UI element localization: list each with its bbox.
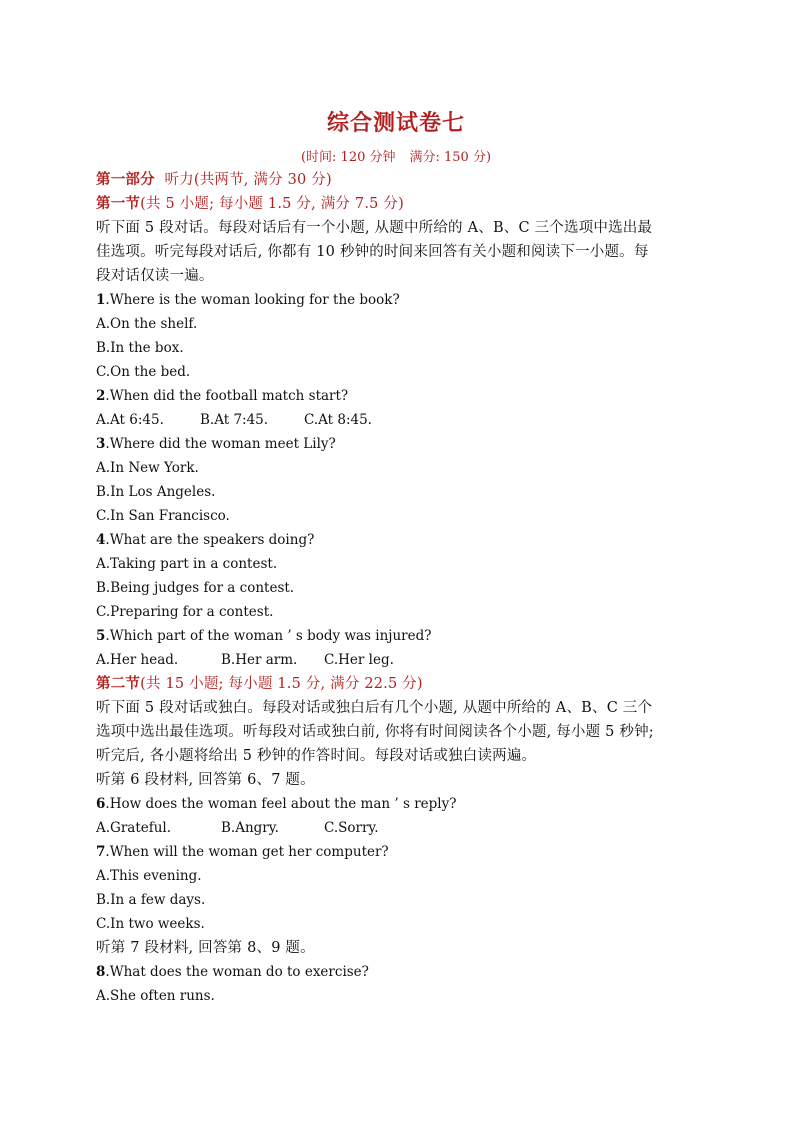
question-5 [96, 624, 696, 648]
option: B.Being judges for a contest. [96, 580, 295, 596]
section2-instruction-line: 选项中选出最佳选项。听每段对话或独白前, 你将有时间阅读各个小题, 每小题 5 秒钟; [96, 724, 654, 740]
section1-heading [96, 192, 696, 216]
exam-subtitle [96, 146, 696, 165]
question-4 [96, 528, 696, 552]
question-6 [96, 792, 696, 816]
part1-label: 第一部分 [96, 171, 155, 188]
question-number: 3 [96, 436, 106, 452]
question-2 [96, 384, 696, 408]
section1-instruction-line: 听下面 5 段对话。每段对话后有一个小题, 从题中所给的 A、B、C 三个选项中选出最 [96, 220, 653, 236]
question-text: .How does the woman feel about the man ’ s reply? [105, 796, 457, 812]
part1-text: 听力(共两节, 满分 30 分) [164, 172, 332, 188]
section2-instruction-line: 听下面 5 段对话或独白。每段对话或独白后有几个小题, 从题中所给的 A、B、C 三个 [96, 700, 653, 716]
material-note: 听第 7 段材料, 回答第 8、9 题。 [96, 940, 315, 956]
question-text: .When did the football match start? [105, 388, 349, 404]
question-number: 4 [96, 532, 106, 548]
option: A.This evening. [96, 868, 202, 884]
options-row [96, 408, 696, 432]
full-score: 满分: 150 分) [409, 150, 492, 165]
section1-info: (共 5 小题; 每小题 1.5 分, 满分 7.5 分) [140, 196, 404, 212]
option: C.In two weeks. [96, 916, 205, 932]
question-number: 7 [96, 844, 106, 860]
option: C.Her leg. [324, 652, 394, 668]
option: C.At 8:45. [304, 412, 372, 428]
option: A.Grateful. [96, 820, 172, 836]
option: A.She often runs. [96, 988, 215, 1004]
options-row [96, 648, 696, 672]
section2-heading [96, 672, 696, 696]
exam-title: 综合测试卷七 [326, 110, 465, 136]
option: C.Sorry. [324, 820, 379, 836]
question-text: .What are the speakers doing? [105, 532, 315, 548]
option: A.Taking part in a contest. [96, 556, 278, 572]
option: A.In New York. [96, 460, 199, 476]
question-text: .When will the woman get her computer? [105, 844, 389, 860]
part1-heading [96, 168, 696, 192]
question-1 [96, 288, 696, 312]
option: A.At 6:45. [96, 412, 164, 428]
options-row [96, 816, 696, 840]
section2-info: (共 15 小题; 每小题 1.5 分, 满分 22.5 分) [140, 676, 423, 692]
material-note: 听第 6 段材料, 回答第 6、7 题。 [96, 772, 315, 788]
option: B.Angry. [221, 820, 279, 836]
question-text: .Where is the woman looking for the book? [105, 292, 400, 308]
option: B.In the box. [96, 340, 184, 356]
section2-instruction-line: 听完后, 各小题将给出 5 秒钟的作答时间。每段对话或独白读两遍。 [96, 748, 537, 764]
section1-label: 第一节 [96, 195, 141, 212]
option: B.At 7:45. [200, 412, 269, 428]
option: C.On the bed. [96, 364, 191, 380]
time-limit: (时间: 120 分钟 [300, 150, 396, 165]
exam-body [96, 168, 696, 1008]
option: A.On the shelf. [96, 316, 198, 332]
question-text: .Where did the woman meet Lily? [105, 436, 336, 452]
question-number: 6 [96, 796, 106, 812]
question-number: 2 [96, 388, 106, 404]
question-number: 8 [96, 964, 106, 980]
section1-instruction-line: 段对话仅读一遍。 [96, 268, 214, 284]
question-text: .Which part of the woman ’ s body was injured? [105, 628, 432, 644]
question-text: .What does the woman do to exercise? [105, 964, 369, 980]
question-7 [96, 840, 696, 864]
option: C.In San Francisco. [96, 508, 230, 524]
question-number: 5 [96, 628, 106, 644]
question-number: 1 [96, 292, 106, 308]
section2-label: 第二节 [96, 675, 141, 692]
option: A.Her head. [96, 652, 179, 668]
question-3 [96, 432, 696, 456]
option: B.In Los Angeles. [96, 484, 216, 500]
option: C.Preparing for a contest. [96, 604, 274, 620]
section1-instruction-line: 佳选项。听完每段对话后, 你都有 10 秒钟的时间来回答有关小题和阅读下一小题。每 [96, 244, 649, 260]
option: B.Her arm. [221, 652, 298, 668]
option: B.In a few days. [96, 892, 206, 908]
question-8 [96, 960, 696, 984]
